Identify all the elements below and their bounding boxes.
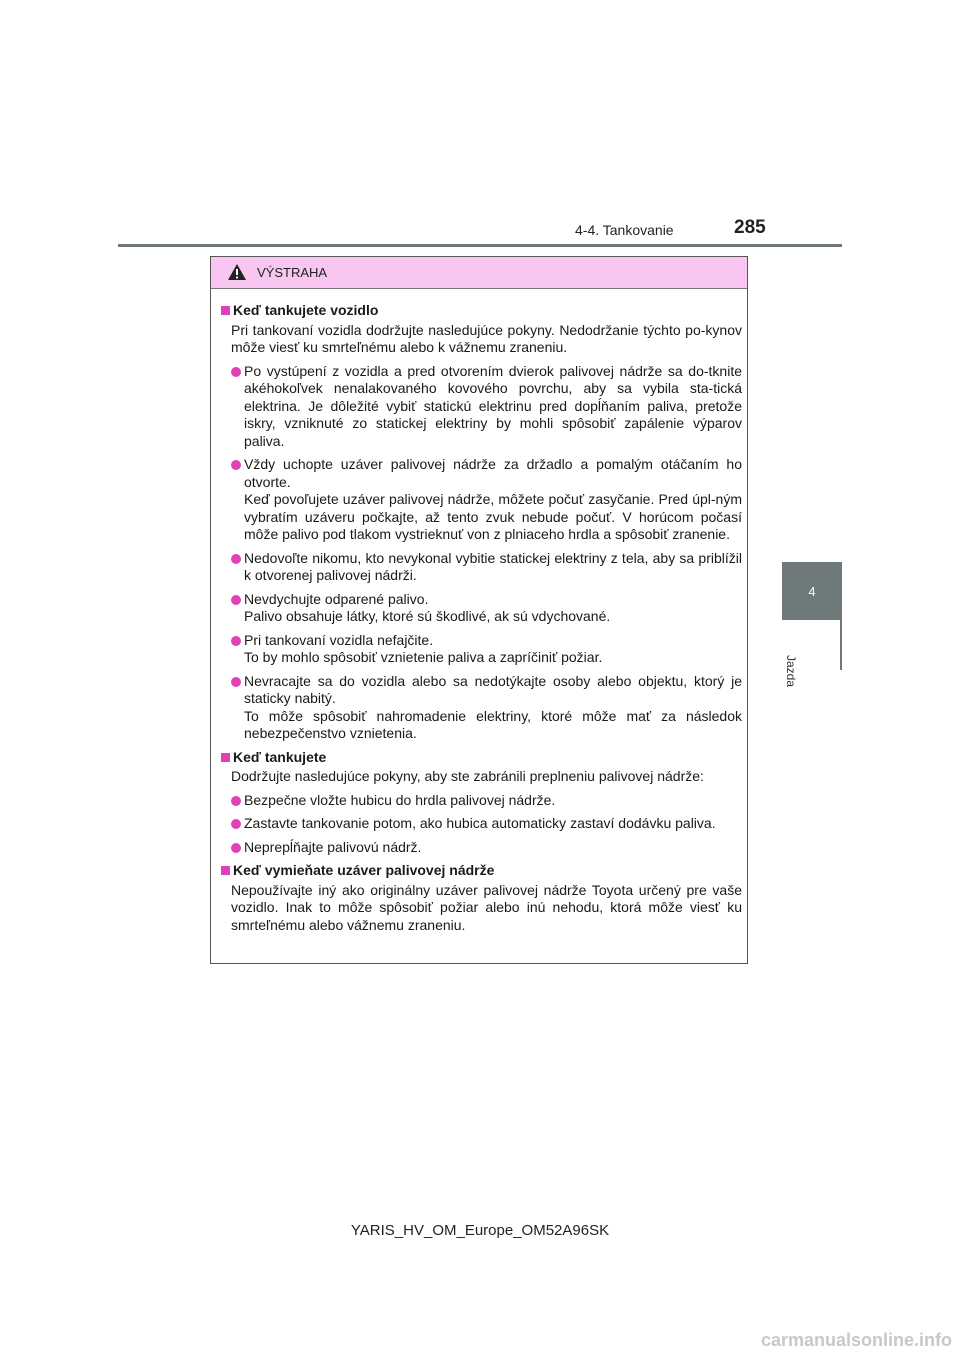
- circle-bullet-icon: [231, 460, 241, 470]
- list-item-text: Nevdychujte odparené palivo. Palivo obsahuje látky, ktoré sú škodlivé, ak sú vdychované.: [244, 590, 611, 624]
- chapter-tab-line: [840, 620, 842, 670]
- header-divider: [118, 244, 842, 247]
- circle-bullet-icon: [231, 819, 241, 829]
- warning-title: VÝSTRAHA: [257, 265, 328, 280]
- list-item-text: Neprepĺňajte palivovú nádrž.: [244, 838, 422, 855]
- warning-header: [211, 257, 747, 289]
- list-item-text: Nedovoľte nikomu, kto nevykonal vybitie statickej elektriny z tela, aby sa priblížil k otvorenej palivovej nádrži.: [244, 549, 742, 583]
- warning-content: [211, 289, 747, 934]
- list-item: [221, 815, 742, 833]
- circle-bullet-icon: [231, 677, 241, 687]
- list-item: [221, 591, 742, 626]
- circle-bullet-icon: [231, 367, 241, 377]
- section-heading: [221, 302, 742, 320]
- circle-bullet-icon: [231, 554, 241, 564]
- section-heading: [221, 749, 742, 767]
- circle-bullet-icon: [231, 595, 241, 605]
- circle-bullet-icon: [231, 636, 241, 646]
- chapter-number: 4: [808, 583, 816, 599]
- list-item-text: Po vystúpení z vozidla a pred otvorením dvierok palivovej nádrže sa do-tknite akéhokoľvek nenalakovaného kovového povrchu, aby sa vybila sta-tická elektrina. Je dôležité vybiť statickú elektrinu pred dopĺňaním paliva, pretože iskry, vzniknuté zo statickej elektriny by mohli spôsobiť zapálenie výparov paliva.: [244, 362, 742, 449]
- warning-box: [210, 256, 748, 964]
- list-item: [221, 632, 742, 667]
- page-number: 285: [734, 217, 766, 238]
- list-item: [221, 792, 742, 810]
- square-bullet-icon: [221, 753, 230, 762]
- section-intro: Nepoužívajte iný ako originálny uzáver palivovej nádrže Toyota určený pre vaše vozidlo. Inak to môže spôsobiť požiar alebo inú nehodu, ktorá môže viesť ku smrteľnému alebo vážnemu zraneniu.: [231, 881, 742, 933]
- section-title: 4-4. Tankovanie: [575, 222, 674, 238]
- list-item: [221, 456, 742, 544]
- list-item: [221, 550, 742, 585]
- list-item: [221, 363, 742, 451]
- section-heading: [221, 862, 742, 880]
- chapter-tab[interactable]: [782, 562, 842, 620]
- square-bullet-icon: [221, 306, 230, 315]
- section-heading-text: Keď tankujete: [233, 748, 327, 765]
- list-item: [221, 673, 742, 743]
- section-heading-text: Keď tankujete vozidlo: [233, 302, 379, 318]
- circle-bullet-icon: [231, 843, 241, 853]
- section-intro: Dodržujte nasledujúce pokyny, aby ste zabránili preplneniu palivovej nádrže:: [231, 768, 704, 784]
- chapter-label: Jazda: [784, 655, 798, 688]
- circle-bullet-icon: [231, 796, 241, 806]
- list-item-text: Bezpečne vložte hubicu do hrdla palivovej nádrže.: [244, 791, 556, 808]
- section-intro: Pri tankovaní vozidla dodržujte nasledujúce pokyny. Nedodržanie týchto po-kynov môže viesť ku smrteľnému alebo k vážnemu zraneniu.: [231, 321, 742, 355]
- list-item-text: Zastavte tankovanie potom, ako hubica automaticky zastaví dodávku paliva.: [244, 815, 716, 831]
- square-bullet-icon: [221, 866, 230, 875]
- list-item-text: Pri tankovaní vozidla nefajčite. To by mohlo spôsobiť vznietenie paliva a zapríčiniť požiar.: [244, 631, 603, 665]
- watermark: carmanualsonline.info: [760, 1330, 952, 1350]
- section-heading-text: Keď vymieňate uzáver palivovej nádrže: [233, 862, 495, 878]
- list-item: [221, 839, 742, 857]
- document-code: YARIS_HV_OM_Europe_OM52A96SK: [350, 1222, 610, 1239]
- warning-triangle-icon: [227, 263, 247, 281]
- list-item-text: Vždy uchopte uzáver palivovej nádrže za držadlo a pomalým otáčaním ho otvorte. Keď povoľujete uzáver palivovej nádrže, môžete počuť zasyčanie. Pred úpl-ným vybratím uzáveru počkajte, až tento zvuk nebude počuť. V horúcom počasí môže palivo pod tlakom vystrieknuť von z plniaceho hrdla a spôsobiť zranenie.: [244, 456, 742, 542]
- list-item-text: Nevracajte sa do vozidla alebo sa nedotýkajte osoby alebo objektu, ktorý je staticky nabitý. To môže spôsobiť nahromadenie elektriny, ktoré môže mať za následok nebezpečenstvo vznietenia.: [244, 672, 742, 741]
